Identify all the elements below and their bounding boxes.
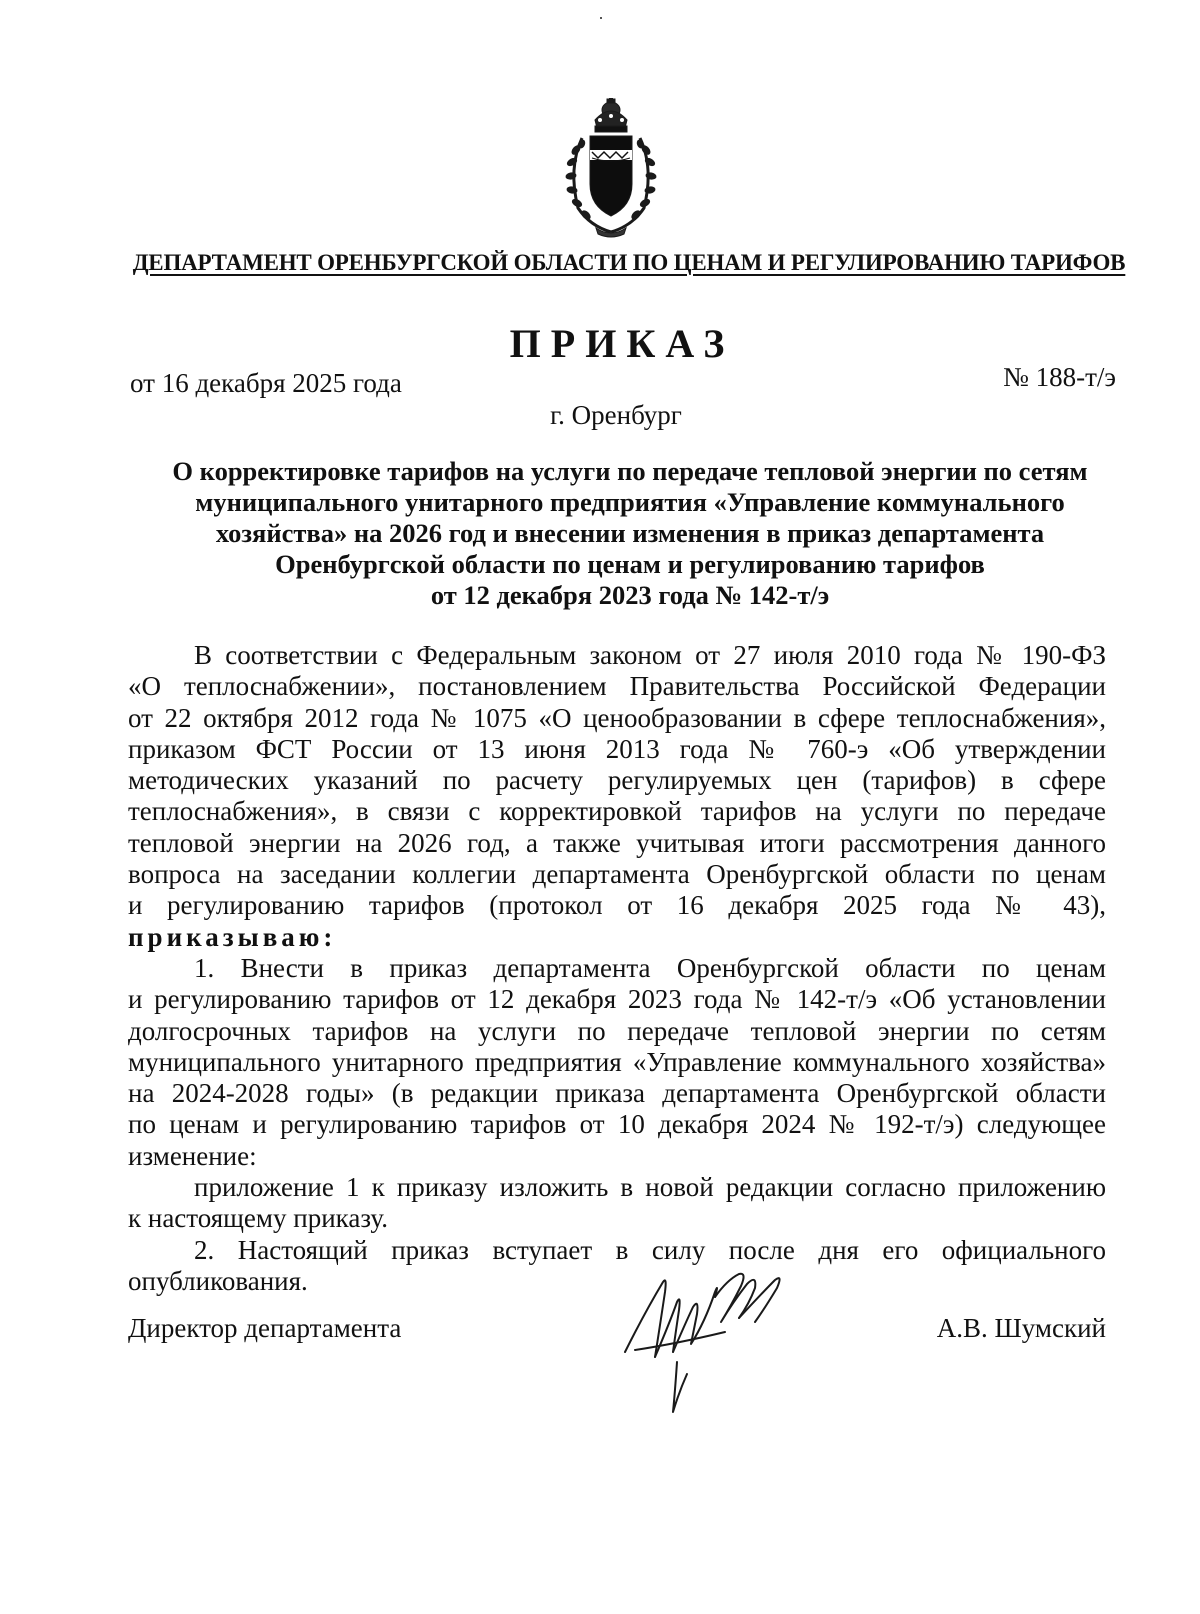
- item2-line: опубликования.: [128, 1265, 308, 1296]
- subject-line: О корректировке тарифов на услуги по передаче тепловой энергии по сетям: [172, 456, 1088, 486]
- order-directive: приказываю:: [128, 921, 337, 952]
- item1-line: изменение:: [128, 1140, 257, 1171]
- preamble-line: вопроса на заседании коллегии департамента Оренбургской области по ценам: [128, 859, 1106, 890]
- subject-line: муниципального унитарного предприятия «Управление коммунального: [195, 487, 1065, 517]
- subject-line: хозяйства» на 2026 год и внесении изменения в приказ департамента: [215, 518, 1045, 548]
- order-body: [128, 640, 1106, 1297]
- item1-line: и регулированию тарифов от 12 декабря 2023 года № 142-т/э «Об установлении: [128, 984, 1106, 1015]
- preamble-line: «О теплоснабжении», постановлением Правительства Российской Федерации: [128, 671, 1106, 702]
- preamble-line: тепловой энергии на 2026 год, а также учитывая итоги рассмотрения данного: [128, 827, 1106, 858]
- subject-line: от 12 декабря 2023 года № 142-т/э: [430, 580, 830, 610]
- preamble-line: теплоснабжения», в связи с корректировкой тарифов на услуги по передаче: [128, 796, 1106, 827]
- preamble-line: В соответствии с Федеральным законом от 27 июля 2010 года № 190-ФЗ: [194, 640, 1106, 670]
- order-subject: [130, 456, 1130, 611]
- subject-line: Оренбургской области по ценам и регулированию тарифов: [275, 549, 985, 579]
- item1-line: 1. Внести в приказ департамента Оренбургской области по ценам: [194, 952, 1106, 983]
- item2-line: 2. Настоящий приказ вступает в силу после дня его официального: [194, 1234, 1106, 1265]
- order-city: г. Оренбург: [550, 400, 682, 430]
- item1-line: долгосрочных тарифов на услуги по передаче тепловой энергии по сетям: [128, 1015, 1106, 1046]
- order-title: ПРИКАЗ: [509, 321, 735, 366]
- preamble-line: приказом ФСТ России от 13 июня 2013 года № 760-э «Об утверждении: [128, 733, 1106, 764]
- signer-name: А.В. Шумский: [936, 1313, 1106, 1343]
- preamble-line: методических указаний по расчету регулируемых цен (тарифов) в сфере: [128, 765, 1106, 796]
- item1-line: по ценам и регулированию тарифов от 10 декабря 2024 № 192-т/э) следующее: [128, 1109, 1106, 1140]
- order-number: № 188-т/э: [1003, 362, 1116, 392]
- order-date: от 16 декабря 2025 года: [130, 368, 402, 398]
- item1-change-line: приложение 1 к приказу изложить в новой редакции согласно приложению: [194, 1172, 1106, 1203]
- item1-line: на 2024-2028 годы» (в редакции приказа департамента Оренбургской области: [128, 1078, 1106, 1109]
- item1-line: муниципального унитарного предприятия «Управление коммунального хозяйства»: [128, 1046, 1106, 1077]
- handwritten-signature: [615, 1262, 815, 1427]
- signer-position: Директор департамента: [128, 1313, 402, 1343]
- department-name: ДЕПАРТАМЕНТ ОРЕНБУРГСКОЙ ОБЛАСТИ ПО ЦЕНАМ И РЕГУЛИРОВАНИЮ ТАРИФОВ: [132, 250, 1126, 275]
- coat-of-arms-icon: [562, 98, 660, 238]
- preamble-line: от 22 октября 2012 года № 1075 «О ценообразовании в сфере теплоснабжения»,: [128, 702, 1106, 733]
- preamble-line: и регулированию тарифов (протокол от 16 декабря 2025 года № 43),: [128, 890, 1106, 921]
- scan-speck: [600, 17, 602, 19]
- item1-change-line: к настоящему приказу.: [128, 1203, 388, 1234]
